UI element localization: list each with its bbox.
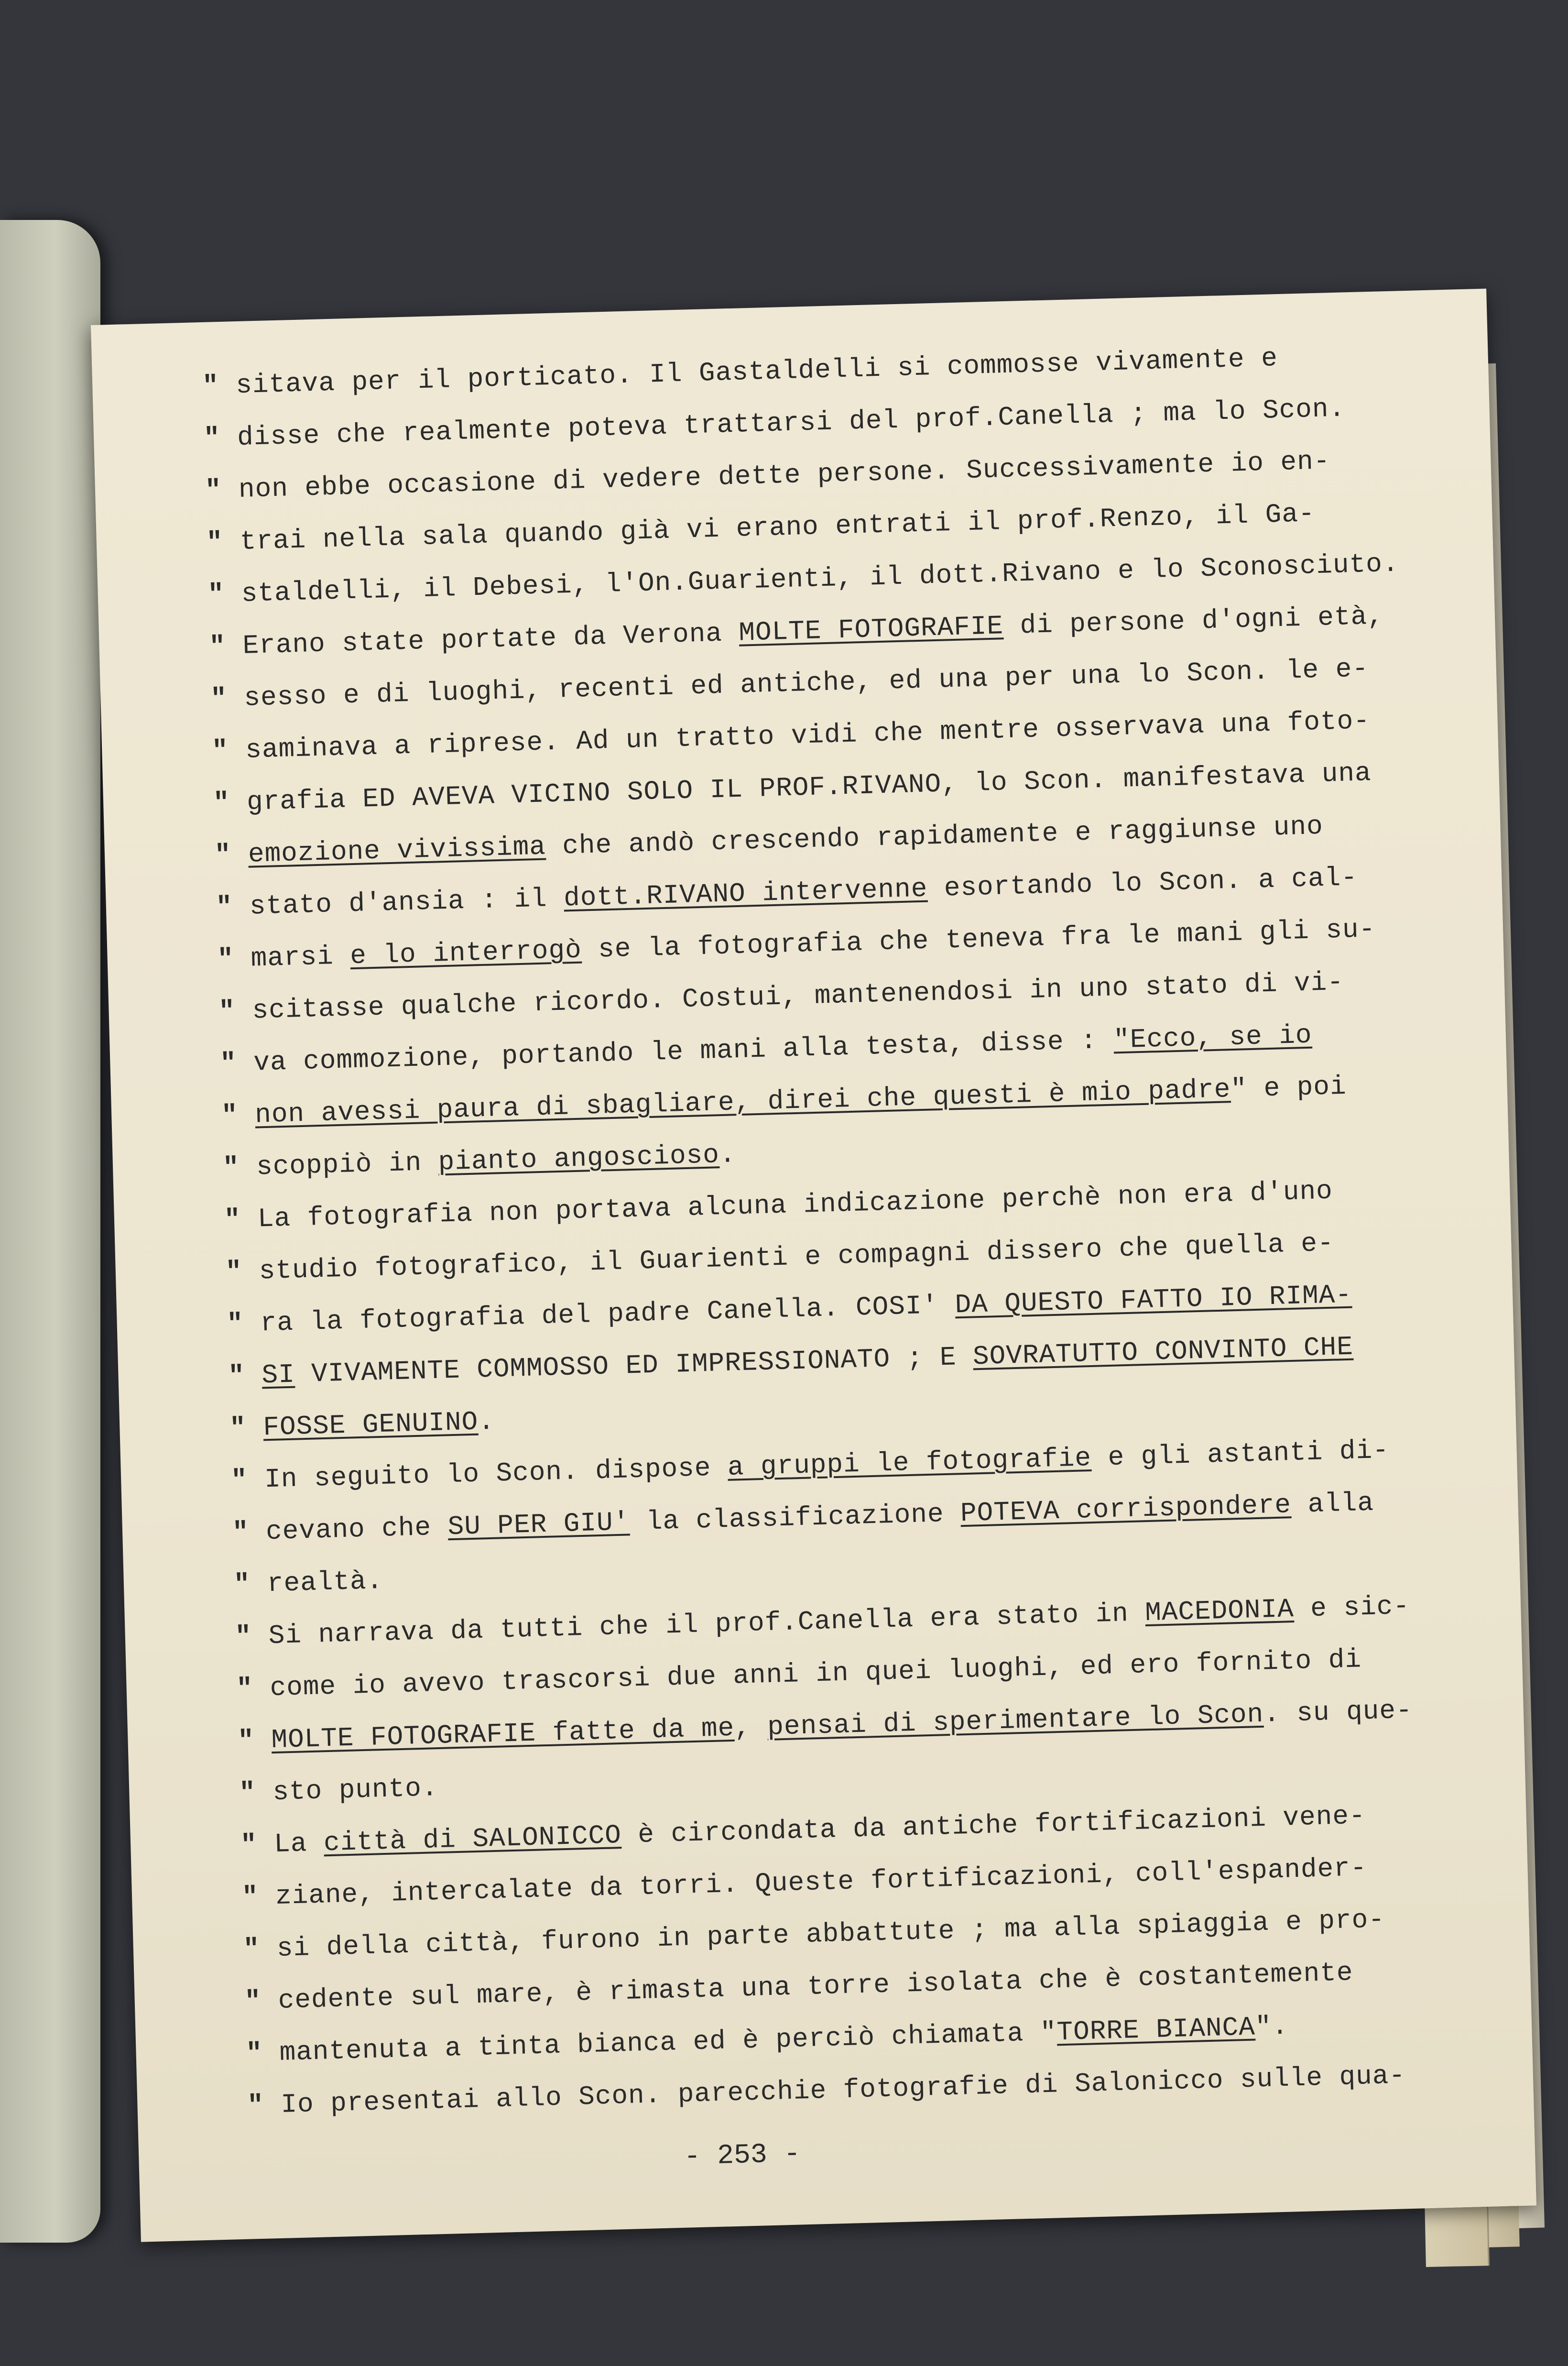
quote-mark: "	[236, 1673, 254, 1704]
text-segment: se la fotografia che teneva fra le mani gli su-	[581, 914, 1376, 965]
text-segment: " e poi	[1230, 1071, 1347, 1105]
text-segment: Si narrava da tutti che il prof.Canella era stato in	[268, 1598, 1146, 1652]
text-segment: scitasse qualche ricordo. Costui, mantenendosi in uno stato di vi-	[251, 966, 1344, 1026]
quote-mark: "	[216, 891, 233, 923]
underlined-text: SU PER GIU'	[447, 1507, 631, 1543]
text-segment: ziane, intercalate da torri. Queste fortificazioni, coll'espander-	[275, 1852, 1368, 1912]
quote-mark: "	[235, 1621, 252, 1653]
underlined-text: non avessi paura di sbagliare, direi che questi è mio padre	[254, 1074, 1231, 1130]
quote-mark: "	[247, 2090, 265, 2121]
text-segment: la classificazione	[629, 1498, 961, 1538]
underlined-text: POTEVA corrispondere	[960, 1490, 1292, 1529]
underlined-text: MOLTE FOTOGRAFIE	[738, 611, 1004, 648]
underlined-text: città di SALONICCO	[323, 1820, 622, 1859]
quote-mark: "	[226, 1308, 244, 1340]
quote-mark: "	[213, 787, 230, 819]
quote-mark: "	[230, 1465, 248, 1496]
quote-mark: "	[224, 1204, 241, 1236]
text-segment: grafia ED AVEVA VICINO SOLO IL PROF.RIVANO, lo Scon. manifestava una	[246, 757, 1372, 818]
page-number: - 253 -	[683, 2138, 801, 2173]
text-segment: ra la fotografia del padre Canella. COSI'	[260, 1290, 956, 1339]
underlined-text: SOVRATUTTO CONVINTO CHE	[972, 1331, 1354, 1372]
text-segment: e sic-	[1293, 1590, 1410, 1625]
quote-mark: "	[239, 1777, 256, 1808]
quote-mark: "	[240, 1829, 258, 1861]
quote-mark: "	[219, 1048, 237, 1079]
underlined-text: DA QUESTO FATTO IO RIMA-	[954, 1279, 1352, 1321]
quote-mark: "	[207, 579, 225, 610]
text-segment: mantenuta a tinta bianca ed è perciò chiamata "	[279, 2017, 1057, 2068]
quote-mark: "	[214, 839, 232, 871]
quote-mark: "	[244, 1985, 262, 2017]
underlined-text: dott.RIVANO intervenne	[563, 873, 928, 914]
quote-mark: "	[208, 631, 227, 662]
quote-mark: "	[243, 1933, 261, 1965]
text-segment: stato d'ansia : il	[249, 883, 565, 922]
typewritten-page	[91, 289, 1536, 2242]
text-segment: che andò crescendo rapidamente e raggiunse uno	[545, 811, 1324, 862]
text-segment: di persone d'ogni età,	[1003, 601, 1384, 642]
quote-mark: "	[206, 526, 224, 558]
underlined-text: SI	[261, 1359, 295, 1391]
underlined-text: pianto angoscioso	[437, 1139, 720, 1178]
text-segment: realtà.	[267, 1565, 384, 1599]
underlined-text: e lo interrogò	[349, 934, 582, 972]
underlined-text: "Ecco, se io	[1113, 1019, 1313, 1056]
left-page-edge	[0, 220, 100, 2243]
underlined-text: FOSSE GENUINO	[262, 1406, 479, 1443]
quote-mark: "	[237, 1725, 255, 1756]
page-text-body	[202, 328, 1510, 2132]
text-segment: . su que-	[1263, 1695, 1413, 1730]
text-segment: scoppiò in	[256, 1147, 439, 1183]
quote-mark: "	[218, 996, 236, 1027]
underlined-text: MACEDONIA	[1144, 1594, 1295, 1629]
text-segment: disse che realmente poteva trattarsi del prof.Canella ; ma lo Scon.	[237, 393, 1346, 453]
text-segment: La	[273, 1828, 324, 1860]
underlined-text: MOLTE FOTOGRAFIE fatte da me	[271, 1712, 735, 1756]
text-segment: sto punto.	[272, 1773, 439, 1808]
text-segment: alla	[1291, 1487, 1374, 1521]
text-segment: è circondata da antiche fortificazioni vene-	[621, 1800, 1366, 1851]
text-segment: Erano state portate da Verona	[242, 617, 740, 661]
text-segment: come io avevo trascorsi due anni in quei luoghi, ed ero fornito di	[269, 1644, 1362, 1704]
quote-mark: "	[241, 1881, 259, 1913]
text-segment: marsi	[250, 941, 351, 974]
quote-mark: "	[203, 423, 221, 454]
text-segment: Io presentai allo Scon. parecchie fotografie di Salonicco sulle qua-	[280, 2060, 1406, 2120]
quote-mark: "	[228, 1360, 246, 1392]
quote-mark: "	[225, 1256, 243, 1288]
quote-mark: "	[245, 2037, 263, 2069]
text-segment: ".	[1254, 2011, 1289, 2043]
text-segment: sesso e di luoghi, recenti ed antiche, ed una per una lo Scon. le e-	[243, 653, 1369, 713]
text-segment: cevano che	[265, 1512, 448, 1547]
text-segment: esortando lo Scon. a cal-	[927, 862, 1358, 904]
text-segment: sitava per il porticato. Il Gastaldelli si commosse vivamente e	[235, 343, 1278, 401]
underlined-text: TORRE BIANCA	[1056, 2012, 1256, 2048]
quote-mark: "	[211, 735, 229, 767]
quote-mark: "	[233, 1569, 251, 1600]
text-segment: ,	[734, 1711, 768, 1743]
text-segment: .	[478, 1406, 495, 1437]
quote-mark: "	[217, 943, 235, 975]
text-segment: VIVAMENTE COMMOSSO ED IMPRESSIONATO ; E	[294, 1341, 973, 1390]
quote-mark: "	[222, 1152, 240, 1183]
text-segment: va commozione, portando le mani alla testa, disse :	[253, 1025, 1114, 1078]
text-segment: studio fotografico, il Guarienti e compagni dissero che quella e-	[259, 1227, 1335, 1287]
quote-mark: "	[221, 1100, 239, 1131]
text-segment: non ebbe occasione di vedere dette persone. Successivamente io en-	[238, 446, 1331, 505]
text-segment: si della città, furono in parte abbattute ; ma alla spiaggia e pro-	[276, 1904, 1385, 1964]
text-segment: .	[719, 1139, 737, 1171]
quote-mark: "	[205, 474, 222, 506]
underlined-text: pensai di sperimentare lo Scon	[767, 1698, 1264, 1742]
quote-mark: "	[229, 1413, 247, 1444]
text-segment: saminava a riprese. Ad un tratto vidi che mentre osservava una foto-	[245, 705, 1371, 766]
quote-mark: "	[202, 371, 219, 402]
quote-mark: "	[210, 683, 228, 714]
text-segment: La fotografia non portava alcuna indicazione perchè non era d'uno	[257, 1175, 1333, 1235]
text-segment: In seguito lo Scon. dispose	[264, 1452, 728, 1495]
text-segment: staldelli, il Debesi, l'On.Guarienti, il dott.Rivano e lo Sconosciuto.	[240, 548, 1400, 609]
text-segment: trai nella sala quando già vi erano entrati il prof.Renzo, il Ga-	[240, 498, 1316, 557]
text-segment: cedente sul mare, è rimasta una torre isolata che è costantemente	[278, 1957, 1354, 2016]
underlined-text: emozione vivissima	[248, 831, 546, 870]
text-segment: e gli astanti di-	[1091, 1435, 1390, 1474]
quote-mark: "	[232, 1517, 250, 1548]
underlined-text: a gruppi le fotografie	[727, 1443, 1092, 1483]
